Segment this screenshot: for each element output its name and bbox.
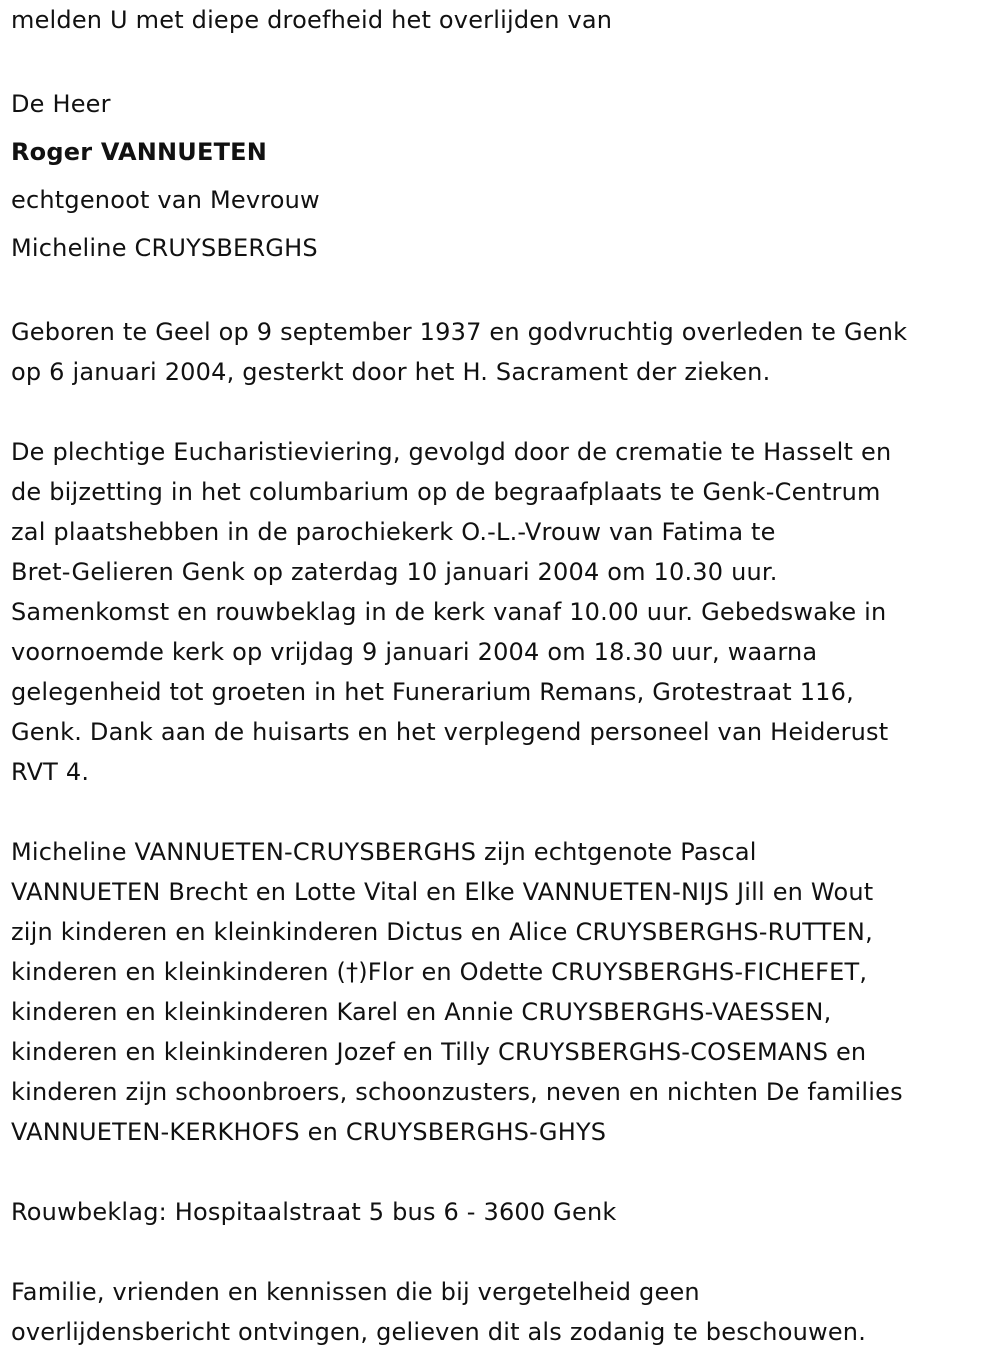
condolence-address: Rouwbeklag: Hospitaalstraat 5 bus 6 - 3600 Genk xyxy=(11,1198,617,1226)
paragraph-line: Geboren te Geel op 9 september 1937 en godvruchtig overleden te Genk xyxy=(11,318,908,346)
paragraph-line: kinderen en kleinkinderen (†)Flor en Odette CRUYSBERGHS-FICHEFET, xyxy=(11,958,868,986)
paragraph-line: zal plaatshebben in de parochiekerk O.-L.-Vrouw van Fatima te xyxy=(11,518,776,546)
paragraph-line: VANNUETEN-KERKHOFS en CRUYSBERGHS-GHYS xyxy=(11,1118,607,1146)
birth-death-paragraph xyxy=(11,312,986,392)
paragraph-line: RVT 4. xyxy=(11,758,90,786)
salutation: De Heer xyxy=(11,90,111,118)
paragraph-line: kinderen en kleinkinderen Karel en Annie CRUYSBERGHS-VAESSEN, xyxy=(11,998,832,1026)
paragraph-line: de bijzetting in het columbarium op de begraafplaats te Genk-Centrum xyxy=(11,478,881,506)
paragraph-line: Micheline VANNUETEN-CRUYSBERGHS zijn echtgenote Pascal xyxy=(11,838,757,866)
closing-paragraph xyxy=(11,1272,986,1352)
intro-text: melden U met diepe droefheid het overlijden van xyxy=(11,6,613,34)
paragraph-line: Familie, vrienden en kennissen die bij vergetelheid geen xyxy=(11,1278,700,1306)
paragraph-line: Samenkomst en rouwbeklag in de kerk vanaf 10.00 uur. Gebedswake in xyxy=(11,598,887,626)
paragraph-line: op 6 januari 2004, gesterkt door het H. Sacrament der zieken. xyxy=(11,358,771,386)
obituary-notice xyxy=(11,0,986,1352)
spouse-label: echtgenoot van Mevrouw xyxy=(11,186,320,214)
paragraph-line: De plechtige Eucharistieviering, gevolgd door de crematie te Hasselt en xyxy=(11,438,892,466)
deceased-name: Roger VANNUETEN xyxy=(11,138,268,166)
paragraph-line: Bret-Gelieren Genk op zaterdag 10 januari 2004 om 10.30 uur. xyxy=(11,558,778,586)
paragraph-line: voornoemde kerk op vrijdag 9 januari 2004 om 18.30 uur, waarna xyxy=(11,638,818,666)
paragraph-line: Genk. Dank aan de huisarts en het verplegend personeel van Heiderust xyxy=(11,718,889,746)
family-paragraph xyxy=(11,832,986,1152)
paragraph-line: zijn kinderen en kleinkinderen Dictus en Alice CRUYSBERGHS-RUTTEN, xyxy=(11,918,873,946)
paragraph-line: kinderen en kleinkinderen Jozef en Tilly CRUYSBERGHS-COSEMANS en xyxy=(11,1038,867,1066)
paragraph-line: kinderen zijn schoonbroers, schoonzusters, neven en nichten De families xyxy=(11,1078,903,1106)
paragraph-line: VANNUETEN Brecht en Lotte Vital en Elke VANNUETEN-NIJS Jill en Wout xyxy=(11,878,874,906)
spouse-name: Micheline CRUYSBERGHS xyxy=(11,234,318,262)
ceremony-paragraph xyxy=(11,432,986,792)
paragraph-line: gelegenheid tot groeten in het Funerarium Remans, Grotestraat 116, xyxy=(11,678,854,706)
name-block xyxy=(11,80,986,272)
paragraph-line: overlijdensbericht ontvingen, gelieven dit als zodanig te beschouwen. xyxy=(11,1318,867,1346)
